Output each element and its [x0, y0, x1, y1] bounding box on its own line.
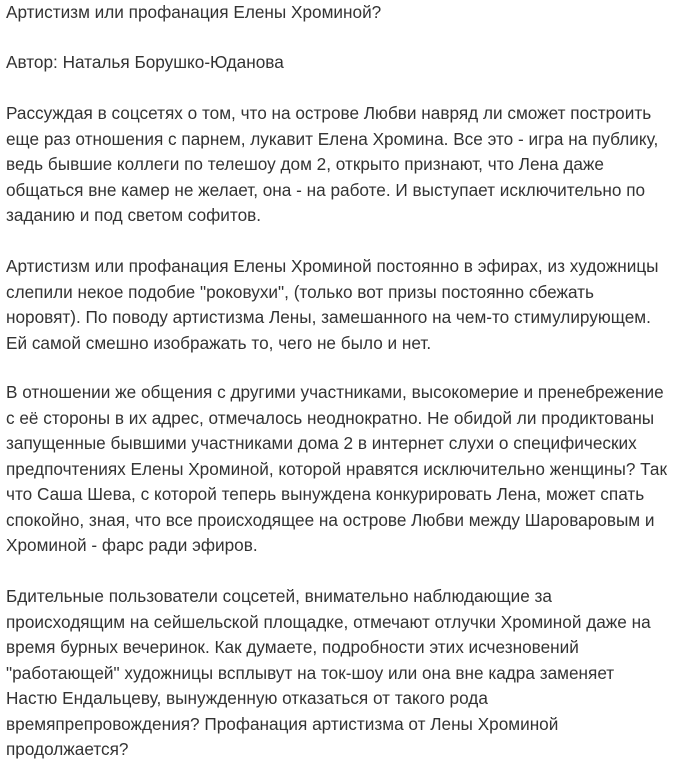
paragraph-line: "работающей" художницы всплывут на ток-шоу или она вне кадра заменяет: [6, 662, 615, 683]
paragraph-line: Артистизм или профанация Елены Хроминой постоянно в эфирах, из художницы: [6, 256, 659, 276]
paragraph-line: предпочтениях Елены Хроминой, которой нравятся исключительно женщины? Так: [6, 458, 667, 479]
paragraph-line: Ей самой смешно изображать то, чего не было и нет.: [6, 332, 432, 353]
paragraph-line: В отношении же общения с другими участниками, высокомерие и пренебрежение: [6, 382, 664, 402]
paragraph-line: ведь бывшие коллеги по телешоу дом 2, открыто признают, что Лена даже: [6, 154, 604, 174]
paragraph-line: что Саша Шева, с которой теперь вынуждена конкурировать Лена, может спать: [6, 484, 645, 504]
paragraph-line: с её стороны в их адрес, отмечалось неоднократно. Не обидой ли продиктованы: [6, 407, 655, 428]
paragraph-line: заданию и под светом софитов.: [6, 205, 262, 225]
paragraph-line: происходящим на сейшельской площадке, отмечают отлучки Хроминой даже на: [6, 611, 651, 632]
paragraph-line: еще раз отношения с парнем, лукавит Елена Хромина. Все это - игра на публику,: [6, 128, 659, 149]
paragraph-1: [6, 101, 696, 229]
article-author: Автор: Наталья Борушко-Юданова: [6, 52, 284, 72]
paragraph-line: продолжается?: [6, 739, 129, 759]
paragraph-line: Рассуждая в соцсетях о том, что на острове Любви навряд ли сможет построить: [6, 103, 652, 123]
paragraph-line: Хроминой - фарс ради эфиров.: [6, 535, 258, 555]
paragraph-line: Бдительные пользователи соцсетей, внимательно наблюдающие за: [6, 586, 552, 606]
paragraph-2: [6, 254, 696, 356]
paragraph-4: [6, 584, 696, 763]
paragraph-line: запущенные бывшими участниками дома 2 в интернет слухи о специфических: [6, 433, 637, 453]
paragraph-line: времяпрепровождения? Профанация артистизма от Лены Хроминой: [6, 713, 559, 734]
paragraph-line: норовят). По поводу артистизма Лены, замешанного на чем-то стимулирующем.: [6, 307, 651, 327]
paragraph-line: слепили некое подобие "роковухи", (только вот призы постоянно сбежать: [6, 281, 594, 302]
paragraph-line: спокойно, зная, что все происходящее на острове Любви между Шароваровым и: [6, 509, 655, 530]
paragraph-line: время бурных вечеринок. Как думаете, подробности этих исчезновений: [6, 637, 579, 657]
article-title: Артистизм или профанация Елены Хроминой?: [6, 2, 382, 22]
paragraph-line: общаться вне камер не желает, она - на работе. И выступает исключительно по: [6, 179, 646, 200]
paragraph-line: Настю Ендальцеву, вынужденную отказаться от такого рода: [6, 688, 488, 708]
paragraph-3: [6, 380, 696, 559]
